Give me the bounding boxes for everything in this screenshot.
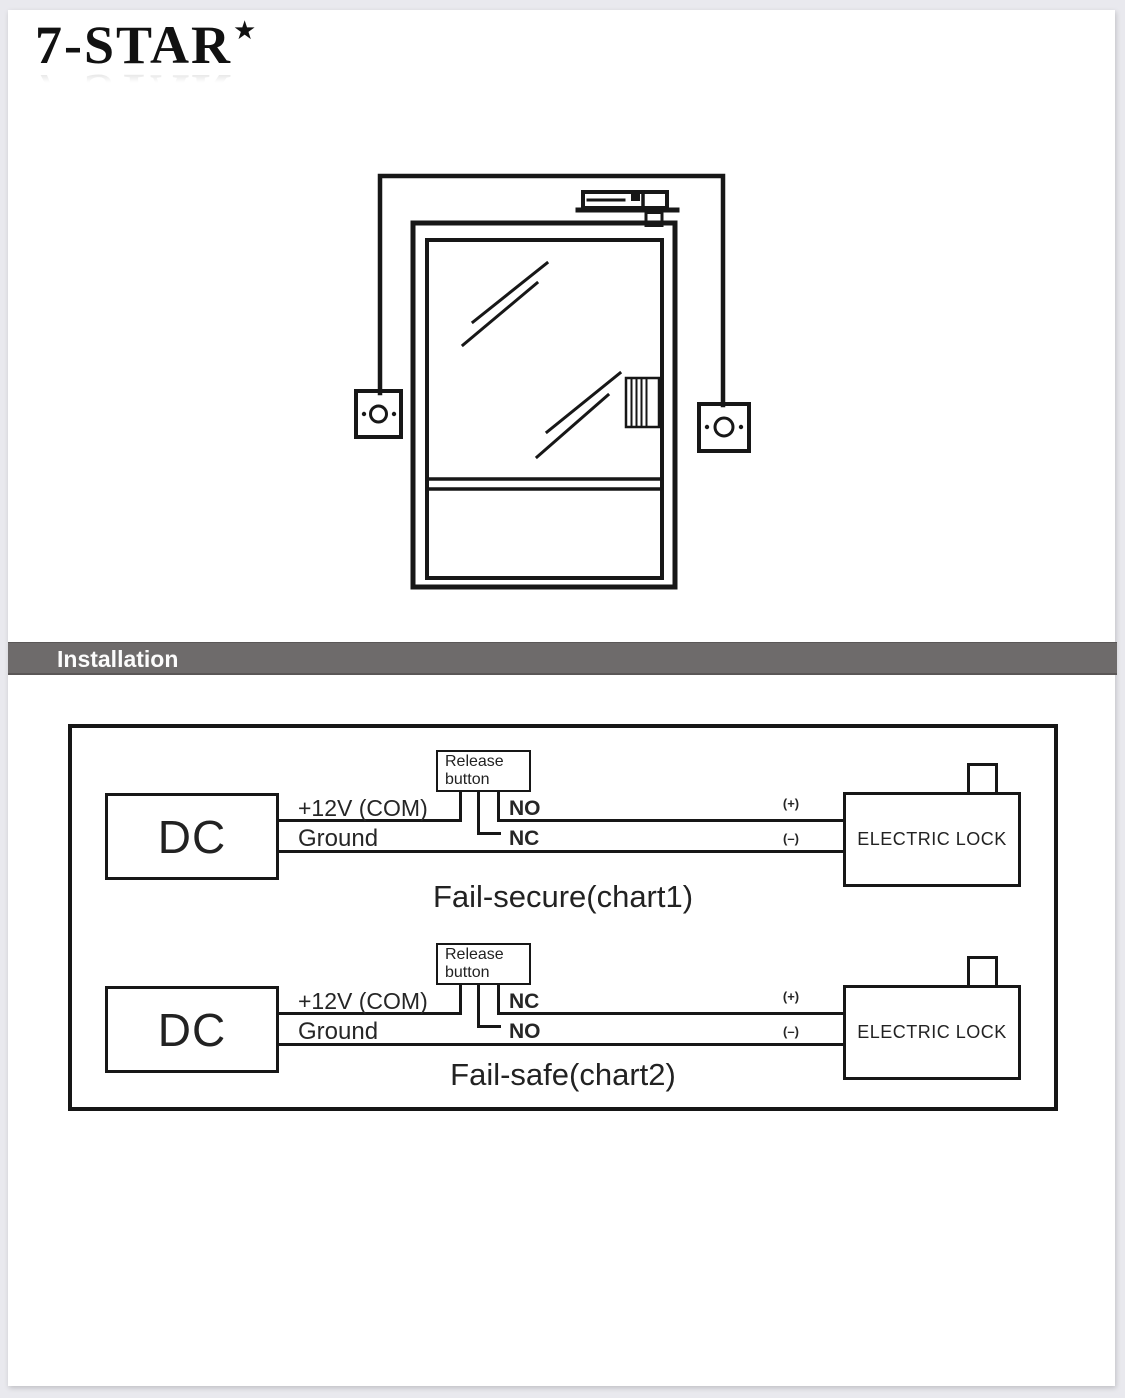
section-title: Installation (57, 646, 179, 672)
release-label-line1: Release (445, 946, 504, 963)
release-stub-foot (477, 832, 501, 835)
glass-reflection-lines (463, 263, 620, 457)
label-ground: Ground (298, 1018, 379, 1045)
label-terminal-no: NO (509, 1020, 541, 1043)
exit-button-left-icon (356, 391, 401, 437)
brand-logo-text: 7-STAR (35, 15, 233, 75)
release-leg-out (497, 788, 500, 822)
label-ground: Ground (298, 825, 379, 852)
door-wiring-diagram (340, 165, 760, 605)
brand-logo (35, 16, 255, 84)
exit-button-right-icon (699, 404, 749, 451)
label-12v-com: +12V (COM) (298, 988, 428, 1014)
wiring-chart-fail-safe (68, 917, 1058, 1110)
release-button-box (436, 943, 531, 985)
electric-lock-label: ELECTRIC LOCK (857, 1022, 1007, 1042)
release-button-box (436, 750, 531, 792)
label-12v-com: +12V (COM) (298, 795, 428, 821)
release-stub-foot (477, 1025, 501, 1028)
star-icon: ★ (233, 16, 257, 46)
chart-caption: Fail-safe(chart2) (450, 1057, 676, 1092)
release-leg-stub (477, 788, 480, 835)
release-leg-out (497, 981, 500, 1015)
release-label-line1: Release (445, 753, 504, 770)
door-lock-hatch (626, 378, 659, 427)
wiring-chart-fail-secure (68, 724, 1058, 917)
release-leg-com (459, 981, 462, 1015)
label-terminal-nc: NC (509, 990, 540, 1013)
release-leg-com (459, 788, 462, 822)
label-minus: (–) (783, 831, 799, 846)
label-minus: (–) (783, 1024, 799, 1039)
label-terminal-no: NO (509, 797, 541, 820)
section-header-installation (8, 642, 1117, 675)
dc-power-box (105, 793, 279, 880)
electric-lock-box (843, 792, 1021, 887)
release-label-line2: button (445, 964, 490, 981)
wire-to-lock-plus (497, 1012, 843, 1015)
dc-label: DC (157, 810, 227, 863)
dc-label: DC (157, 1003, 227, 1056)
maglock-icon (578, 192, 677, 226)
label-plus: (+) (782, 796, 800, 811)
release-label-line2: button (445, 771, 490, 788)
label-plus: (+) (782, 989, 800, 1004)
release-leg-stub (477, 981, 480, 1028)
electric-lock-label: ELECTRIC LOCK (857, 829, 1007, 849)
label-terminal-nc: NC (509, 827, 540, 850)
wire-to-lock-plus (497, 819, 843, 822)
chart-caption: Fail-secure(chart1) (432, 879, 694, 914)
